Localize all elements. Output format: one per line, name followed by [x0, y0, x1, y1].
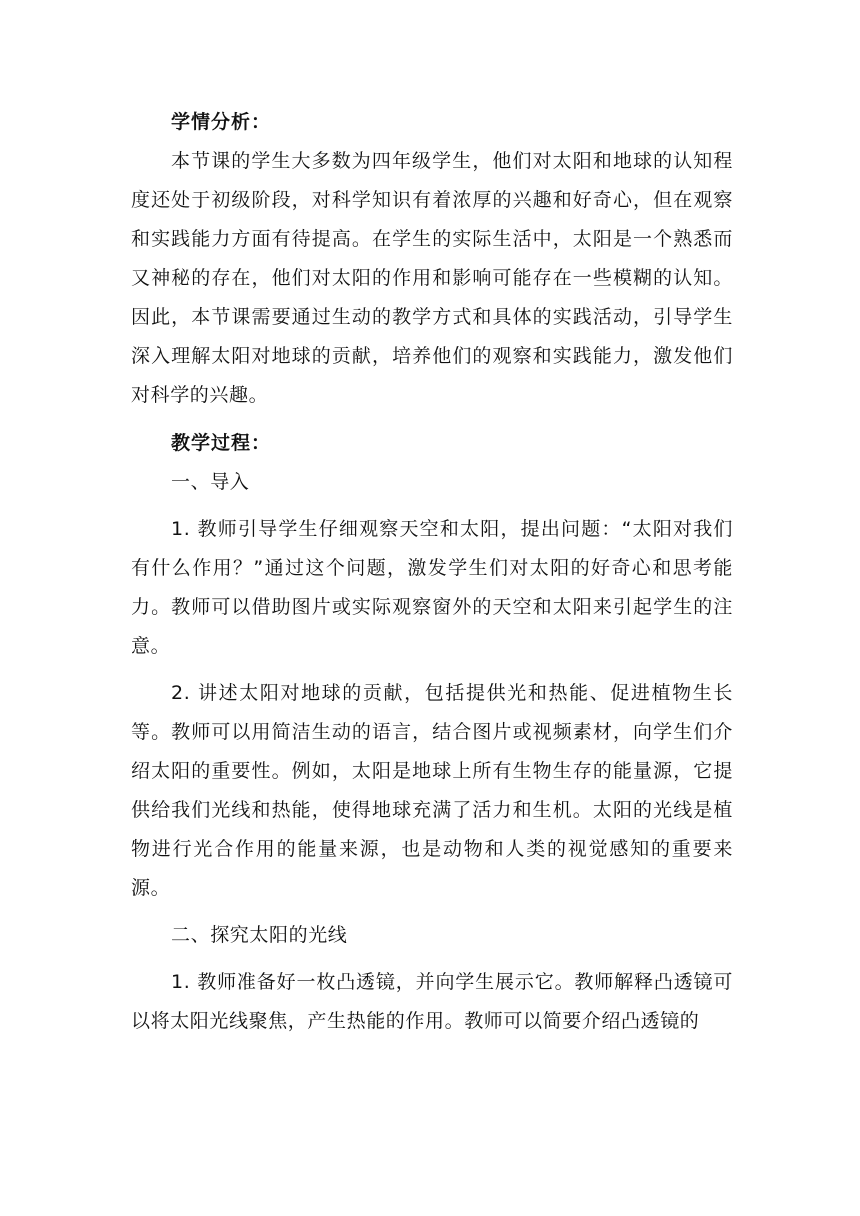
- paragraph-sunlight-step-1: 1. 教师准备好一枚凸透镜，并向学生展示它。教师解释凸透镜可以将太阳光线聚焦，产生热能的作用。教师可以简要介绍凸透镜的: [131, 971, 733, 1032]
- subsection-title-introduction: 一、导入: [171, 471, 250, 493]
- paragraph-introduction-step-1: 1. 教师引导学生仔细观察天空和太阳，提出问题：“太阳对我们有什么作用？”通过这个问题，激发学生们对太阳的好奇心和思考能力。教师可以借助图片或实际观察窗外的天空和太阳来引起学生的注意。: [131, 518, 733, 657]
- paragraph-introduction-step-2: 2. 讲述太阳对地球的贡献，包括提供光和热能、促进植物生长等。教师可以用简洁生动的语言，结合图片或视频素材，向学生们介绍太阳的重要性。例如，太阳是地球上所有生物生存的能量源，它提供给我们光线和热能，使得地球充满了活力和生机。太阳的光线是植物进行光合作用的能量来源，也是动物和人类的视觉感知的重要来源。: [131, 682, 733, 899]
- subsection-title-sunlight-exploration: 二、探究太阳的光线: [171, 924, 348, 946]
- document-body: [131, 110, 733, 1041]
- section-heading-learner-analysis: 学情分析：: [171, 111, 272, 133]
- section-heading-teaching-process: 教学过程：: [171, 432, 272, 454]
- paragraph-learner-analysis: 本节课的学生大多数为四年级学生，他们对太阳和地球的认知程度还处于初级阶段，对科学知识有着浓厚的兴趣和好奇心，但在观察和实践能力方面有待提高。在学生的实际生活中，太阳是一个熟悉而又神秘的存在，他们对太阳的作用和影响可能存在一些模糊的认知。因此，本节课需要通过生动的教学方式和具体的实践活动，引导学生深入理解太阳对地球的贡献，培养他们的观察和实践能力，激发他们对科学的兴趣。: [131, 150, 733, 406]
